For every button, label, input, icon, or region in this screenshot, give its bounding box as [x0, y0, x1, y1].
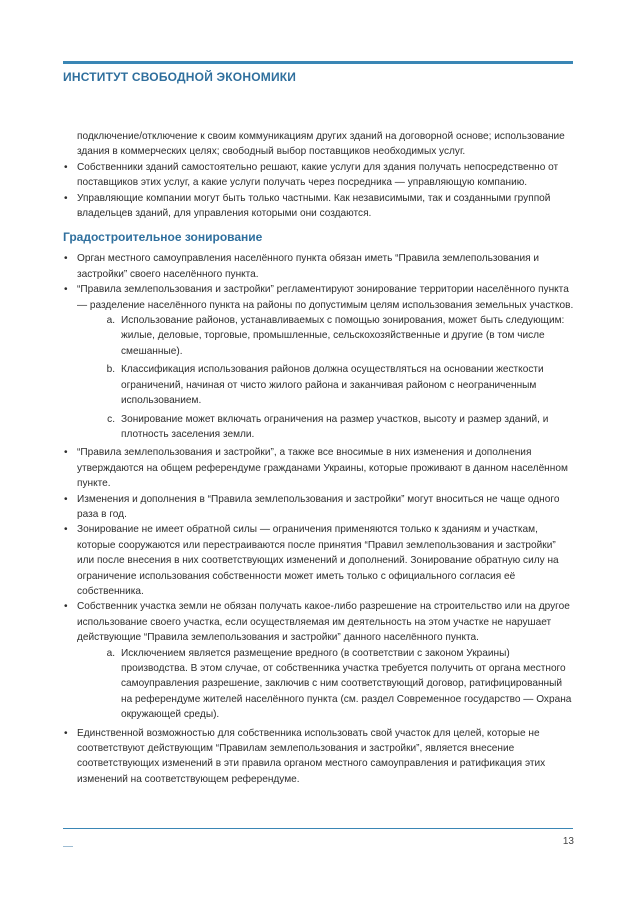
- bullet-item: • Изменения и дополнения в “Правила землепользования и застройки” могут вноситься не чаще одного раза в год.: [63, 492, 575, 523]
- sub-item-marker: a.: [106, 647, 115, 659]
- sub-item-text: Классификация использования районов должна осуществляться на основании жесткости ограничений, начиная от чисто жилого района и заканчивая районом с неограниченным использованием.: [121, 364, 544, 407]
- bullet-item: • Собственник участка земли не обязан получать какое-либо разрешение на строительство или на другое использование своего участка, если осуществляемая им деятельность на этом участке не нарушает действующие “Правила землепользования и застройки” данного населённого пункта.: [63, 599, 575, 645]
- intro-continuation: подключение/отключение к своим коммуникациям других зданий на договорной основе; использование здания в коммерческих целях; свободный выбор поставщиков необходимых услуг.: [77, 131, 565, 158]
- sub-item: [63, 646, 575, 723]
- page-content: [63, 129, 575, 787]
- sub-item-marker: c.: [107, 413, 115, 425]
- sub-item-text: Исключением является размещение вредного (в соответствии с законом Украины) производства. В этом случае, от собственника участка требуется получить от органа местного самоуправления разрешение, заключив с ним соответствующий договор, ратифицированный на референдуме жителей населённого пункта (см. раздел Современное государство — Охрана окружающей среды).: [121, 647, 572, 721]
- bullet-item: • “Правила землепользования и застройки”, а также все вносимые в них изменения и дополнения утверждаются на общем референдуме гражданами Украины, которые проживают в данном населённом пункте.: [63, 445, 575, 491]
- bullet-item: • Зонирование не имеет обратной силы — ограничения применяются только к зданиям и участкам, которые сооружаются или перестраиваются после принятия “Правил землепользования и застройки” или после внесения в них соответствующих изменений и дополнений. Зонирование обратную силу на ограничение использования собственности может иметь только с официального согласия её собственника.: [63, 522, 575, 599]
- sub-item: [63, 412, 575, 443]
- footer-rule: [63, 828, 573, 829]
- section-heading: Градостроительное зонирование: [63, 230, 263, 245]
- sub-item: [63, 362, 575, 408]
- sub-item-marker: b.: [106, 364, 115, 376]
- header-title: ИНСТИТУТ СВОБОДНОЙ ЭКОНОМИКИ: [63, 70, 297, 84]
- sub-item-text: Использование районов, устанавливаемых с помощью зонирования, может быть следующим: жилые, деловые, торговые, промышленные, сельскохозяйственные и другие (в том числе смешанные).: [121, 315, 565, 357]
- header-rule: [63, 61, 573, 64]
- bullet-item: • Орган местного самоуправления населённого пункта обязан иметь “Правила землепользования и застройки” своего населённого пункта.: [63, 251, 575, 282]
- footer-tick: [63, 846, 73, 847]
- bullet-item: • Управляющие компании могут быть только частными. Как независимыми, так и созданными группой владельцев зданий, для управления которыми они создаются.: [63, 191, 575, 222]
- sub-item-marker: a.: [106, 315, 115, 327]
- bullet-item: • Единственной возможностью для собственника использовать свой участок для целей, которые не соответствуют действующим “Правилам землепользования и застройки”, является внесение соответствующих изменений в эти правила органом местного самоуправления и ратификация этих изменений на соответствующем референдуме.: [63, 726, 575, 788]
- page-number: 13: [562, 836, 574, 847]
- bullet-item: • Собственники зданий самостоятельно решают, какие услуги для здания получать непосредственно от поставщиков этих услуг, а какие услуги получать через посредника — управляющую компанию.: [63, 160, 575, 191]
- bullet-item: • “Правила землепользования и застройки” регламентируют зонирование территории населённого пункта — разделение населённого пункта на районы по допустимым целям использования земельных участков.: [63, 282, 575, 313]
- sub-item: [63, 313, 575, 359]
- sub-item-text: Зонирование может включать ограничения на размер участков, высоту и размер зданий, и плотность заселения земли.: [121, 413, 549, 440]
